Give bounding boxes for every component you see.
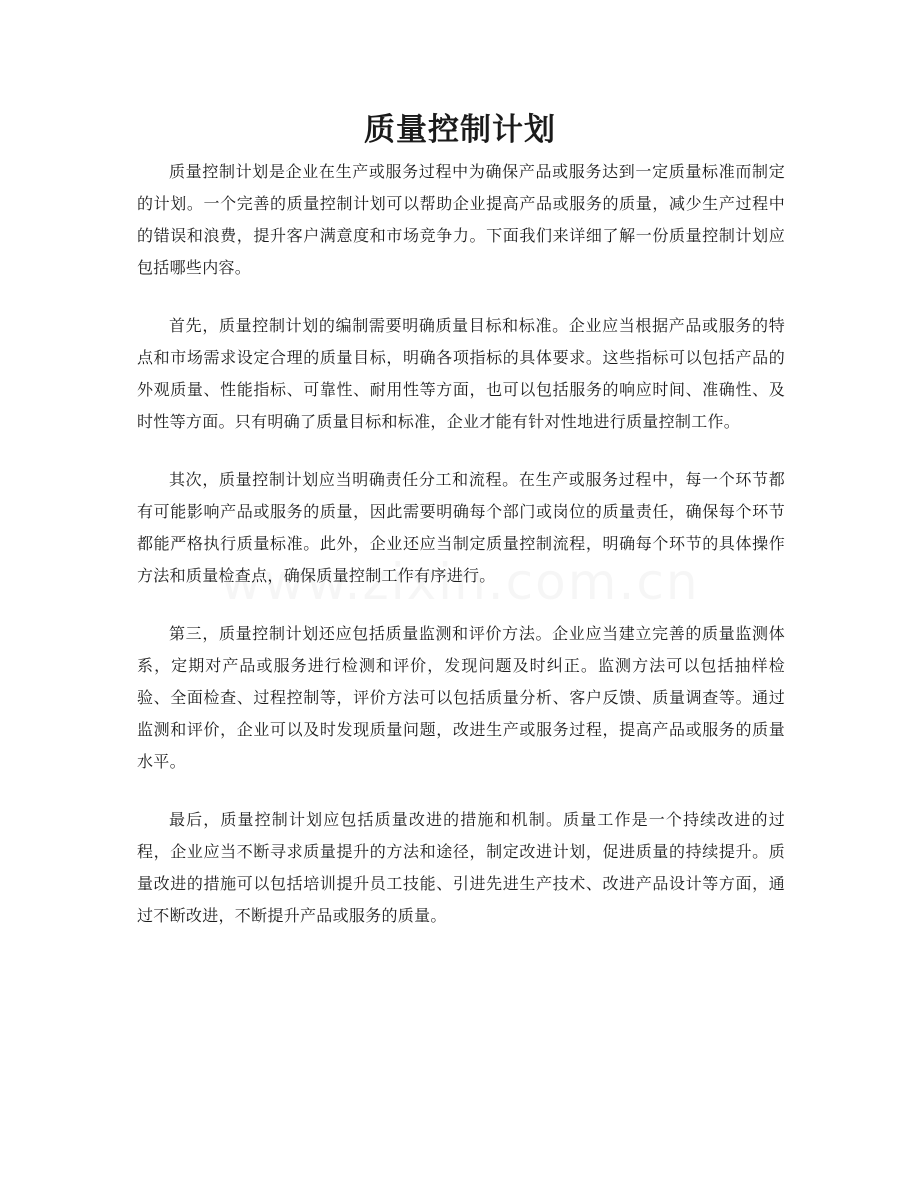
document-title: 质量控制计划 — [364, 112, 556, 148]
document-body — [137, 156, 785, 958]
paragraph-last: 最后，质量控制计划应包括质量改进的措施和机制。质量工作是一个持续改进的过程，企业应当不断寻求质量提升的方法和途径，制定改进计划，促进质量的持续提升。质量改进的措施可以包括培训提升员工技能、引进先进生产技术、改进产品设计等方面，通过不断改进，不断提升产品或服务的质量。 — [137, 810, 785, 925]
paragraph-first: 首先，质量控制计划的编制需要明确质量目标和标准。企业应当根据产品或服务的特点和市场需求设定合理的质量目标，明确各项指标的具体要求。这些指标可以包括产品的外观质量、性能指标、可靠性、耐用性等方面，也可以包括服务的响应时间、准确性、及时性等方面。只有明确了质量目标和标准，企业才能有针对性地进行质量控制工作。 — [137, 316, 785, 431]
paragraph-third: 第三，质量控制计划还应包括质量监测和评价方法。企业应当建立完善的质量监测体系，定期对产品或服务进行检测和评价，发现问题及时纠正。监测方法可以包括抽样检验、全面检查、过程控制等，评价方法可以包括质量分析、客户反馈、质量调查等。通过监测和评价，企业可以及时发现质量问题，改进生产或服务过程，提高产品或服务的质量水平。 — [137, 624, 785, 771]
paragraph-second: 其次，质量控制计划应当明确责任分工和流程。在生产或服务过程中，每一个环节都有可能影响产品或服务的质量，因此需要明确每个部门或岗位的质量责任，确保每个环节都能严格执行质量标准。此外，企业还应当制定质量控制流程，明确每个环节的具体操作方法和质量检查点，确保质量控制工作有序进行。 — [137, 470, 785, 585]
paragraph-intro: 质量控制计划是企业在生产或服务过程中为确保产品或服务达到一定质量标准而制定的计划。一个完善的质量控制计划可以帮助企业提高产品或服务的质量，减少生产过程中的错误和浪费，提升客户满意度和市场竞争力。下面我们来详细了解一份质量控制计划应包括哪些内容。 — [137, 162, 785, 277]
